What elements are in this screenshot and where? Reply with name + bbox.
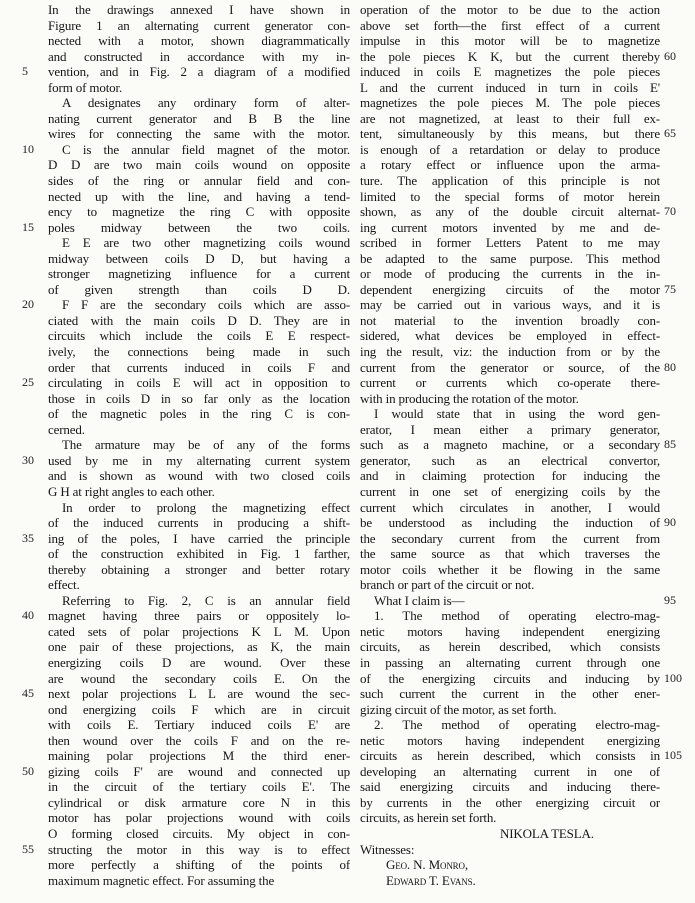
text-line: branch or part of the circuit or not.	[360, 577, 535, 593]
text-line: in passing an alternating current through one	[360, 654, 660, 670]
text-line: operation of the motor to be due to the action	[360, 2, 660, 17]
line-number: 80	[664, 359, 676, 374]
text-line: L and the current induced in turn in coils E'	[360, 79, 660, 95]
witness-name: Edward T. Evans.	[386, 872, 476, 888]
text-line: gizing circuit of the motor, as set forth.	[360, 701, 557, 717]
text-line: E E are two other magnetizing coils wound	[62, 235, 350, 251]
text-line: next polar projections L L are wound the sec-	[48, 686, 350, 702]
line-number: 85	[664, 437, 676, 452]
text-line: F F are the secondary coils which are asso-	[62, 297, 350, 313]
text-line: with coils E. Tertiary induced coils E' are	[48, 717, 350, 733]
text-line: motor has polar projections wound with coils	[48, 810, 350, 826]
text-line: ing the result, viz: the induction from or by the	[360, 344, 660, 360]
text-line: of the induced currents in producing a shift-	[48, 515, 350, 531]
text-line: ture. The application of this principle is not	[360, 173, 660, 189]
text-line: current which circulates in another, I would	[360, 499, 660, 515]
text-line: midway between coils D D, but having a	[48, 250, 350, 266]
text-line: developing an alternating current in one of	[360, 763, 660, 779]
text-line: of the construction exhibited in Fig. 1 farther,	[48, 546, 350, 562]
text-line: is enough of a retardation or delay to produce	[360, 141, 660, 157]
text-line: cylindrical or disk armature core N in this	[48, 794, 350, 810]
text-line: D D are two main coils wound on opposite	[48, 157, 350, 173]
text-line: nating current generator and B B the line	[48, 110, 350, 126]
line-number: 105	[664, 748, 682, 763]
text-line: of the magnetic poles in the ring C is con-	[48, 406, 350, 422]
text-line: wires for connecting the same with the motor.	[48, 126, 350, 142]
line-number: 90	[664, 515, 676, 530]
line-number: 55	[22, 841, 34, 856]
text-line: cated sets of polar projections K L M. Upon	[48, 623, 350, 639]
text-line: effect.	[48, 577, 80, 593]
text-line: In order to prolong the magnetizing effect	[62, 499, 350, 515]
text-line: erator, I mean either a primary generator,	[360, 421, 660, 437]
text-line: sides of the ring or annular field and con-	[48, 173, 350, 189]
text-line: the same source as that which traverses the	[360, 546, 660, 562]
text-line: 1. The method of operating electro-mag-	[374, 608, 660, 624]
text-line: be adapted to the same purpose. This method	[360, 250, 660, 266]
text-line: thereby obtaining a stronger and better rotary	[48, 561, 350, 577]
text-line: circuits, as herein set forth.	[360, 810, 497, 826]
text-line: gizing coils F' are wound and connected up	[48, 763, 350, 779]
text-line: are not magnetized, at least to their full ex-	[360, 110, 660, 126]
text-line: A designates any ordinary form of alter-	[62, 95, 350, 111]
line-number: 65	[664, 126, 676, 141]
text-line: and is shown as wound with two closed coils	[48, 468, 350, 484]
line-number: 20	[22, 297, 34, 312]
text-line: poles midway between the two coils.	[48, 219, 350, 235]
text-line: dependent energizing circuits of the motor	[360, 281, 660, 297]
text-line: or mode of producing the currents in the in-	[360, 266, 660, 282]
text-line: are wound the secondary coils E. On the	[48, 670, 350, 686]
text-line: induced in coils E magnetizes the pole pieces	[360, 64, 660, 80]
text-line: generator, such as an electrical convertor,	[360, 452, 660, 468]
text-line: ency to magnetize the ring C with opposite	[48, 204, 350, 220]
text-line: order that currents induced in coils F and	[48, 359, 350, 375]
text-line: not material to the invention broadly con-	[360, 312, 660, 328]
line-number: 45	[22, 686, 34, 701]
line-number: 50	[22, 763, 34, 778]
line-number: 35	[22, 530, 34, 545]
text-line: The armature may be of any of the forms	[62, 437, 350, 453]
text-line: above set forth—the first effect of a current	[360, 17, 660, 33]
right-column	[360, 2, 660, 888]
text-line: in the circuit of the tertiary coils E'. The	[48, 779, 350, 795]
text-line: vention, and in Fig. 2 a diagram of a modified	[48, 64, 350, 80]
text-line: such current the current in the other ener-	[360, 686, 660, 702]
text-line: scribed in former Letters Patent to me may	[360, 235, 660, 251]
text-line: What I claim is—	[374, 592, 465, 608]
text-line: tent, simultaneously by this means, but there	[360, 126, 660, 142]
text-line: Referring to Fig. 2, C is an annular field	[62, 592, 350, 608]
text-line: said energizing circuits and inducing there-	[360, 779, 660, 795]
line-number: 75	[664, 281, 676, 296]
text-line: current from the generator or source, of the	[360, 359, 660, 375]
text-line: sidered, what devices be employed in effect-	[360, 328, 660, 344]
line-number: 15	[22, 219, 34, 234]
text-line: ond energizing coils F which are in circuit	[48, 701, 350, 717]
text-line: such as a magneto machine, or a secondary	[360, 437, 660, 453]
text-line: those in coils D in so far only as the location	[48, 390, 350, 406]
text-line: energizing coils D are wound. Over these	[48, 654, 350, 670]
text-line: circulating in coils E will act in opposition to	[48, 375, 350, 391]
witness-name: Geo. N. Monro,	[386, 857, 468, 873]
text-line: and constructed in accordance with my in-	[48, 48, 350, 64]
text-line: G H at right angles to each other.	[48, 483, 215, 499]
line-number: 100	[664, 670, 682, 685]
text-line: I would state that in using the word gen-	[374, 406, 660, 422]
text-line: 2. The method of operating electro-mag-	[374, 717, 660, 733]
left-column	[48, 2, 350, 888]
text-line: be understood as including the induction of	[360, 515, 660, 531]
text-line: circuits, as herein described, which consists	[360, 639, 660, 655]
text-line: a rotary effect or influence upon the arma-	[360, 157, 660, 173]
text-line: by currents in the other energizing circuit or	[360, 794, 660, 810]
text-line: ing of the poles, I have carried the principle	[48, 530, 350, 546]
text-line: and in claiming protection for inducing the	[360, 468, 660, 484]
text-line: current or currents which co-operate there-	[360, 375, 660, 391]
line-number: 60	[664, 48, 676, 63]
text-line: more perfectly a shifting of the points of	[48, 857, 350, 873]
text-line: nected with a motor, shown diagrammatically	[48, 33, 350, 49]
text-line: impulse in this motor will be to magnetize	[360, 33, 660, 49]
text-line: magnet having three pairs or oppositely lo-	[48, 608, 350, 624]
text-line: magnetizes the pole pieces M. The pole pieces	[360, 95, 660, 111]
text-line: netic motors having independent energizing	[360, 732, 660, 748]
text-line: limited to the special forms of motor herein	[360, 188, 660, 204]
text-line: netic motors having independent energizing	[360, 623, 660, 639]
line-number: 70	[664, 204, 676, 219]
text-line: structing the motor in this way is to effect	[48, 841, 350, 857]
text-line: of given strength than coils D D.	[48, 281, 350, 297]
text-line: shown, as any of the double circuit alternat-	[360, 204, 660, 220]
signature: NIKOLA TESLA.	[500, 825, 594, 841]
text-line: C is the annular field magnet of the motor.	[62, 141, 350, 157]
text-line: the secondary current from the current from	[360, 530, 660, 546]
line-number: 40	[22, 608, 34, 623]
line-number: 10	[22, 141, 34, 156]
text-line: with in producing the rotation of the motor.	[360, 390, 579, 406]
witnesses-label: Witnesses:	[360, 841, 415, 857]
text-line: motor coils whether it be flowing in the same	[360, 561, 660, 577]
text-line: circuits as herein described, which consists in	[360, 748, 660, 764]
text-line: ciated with the main coils D D. They are in	[48, 312, 350, 328]
text-line: form of motor.	[48, 79, 123, 95]
text-line: of the energizing circuits and inducing by	[360, 670, 660, 686]
line-number: 25	[22, 375, 34, 390]
text-line: ing current motors invented by me and de-	[360, 219, 660, 235]
text-line: maximum magnetic effect. For assuming the	[48, 872, 275, 888]
text-line: O forming closed circuits. My object in con-	[48, 825, 350, 841]
text-line: In the drawings annexed I have shown in	[48, 2, 350, 17]
text-line: stronger magnetizing influence for a current	[48, 266, 350, 282]
line-number: 30	[22, 452, 34, 467]
text-line: one pair of these projections, as K, the main	[48, 639, 350, 655]
line-number: 5	[22, 64, 28, 79]
text-line: circuits which include the coils E E respect-	[48, 328, 350, 344]
text-line: ively, the connections being made in such	[48, 344, 350, 360]
text-line: maining polar projections M the third ener-	[48, 748, 350, 764]
line-number: 95	[664, 592, 676, 607]
text-line: then wound over the coils F and on the re-	[48, 732, 350, 748]
text-line: the pole pieces K K, but the current thereby	[360, 48, 660, 64]
text-line: may be carried out in various ways, and it is	[360, 297, 660, 313]
text-line: used by me in my alternating current system	[48, 452, 350, 468]
text-line: current in one set of energizing coils by the	[360, 483, 660, 499]
text-line: cerned.	[48, 421, 85, 437]
text-line: Figure 1 an alternating current generator con-	[48, 17, 350, 33]
text-line: nected up with the line, and having a tend-	[48, 188, 350, 204]
